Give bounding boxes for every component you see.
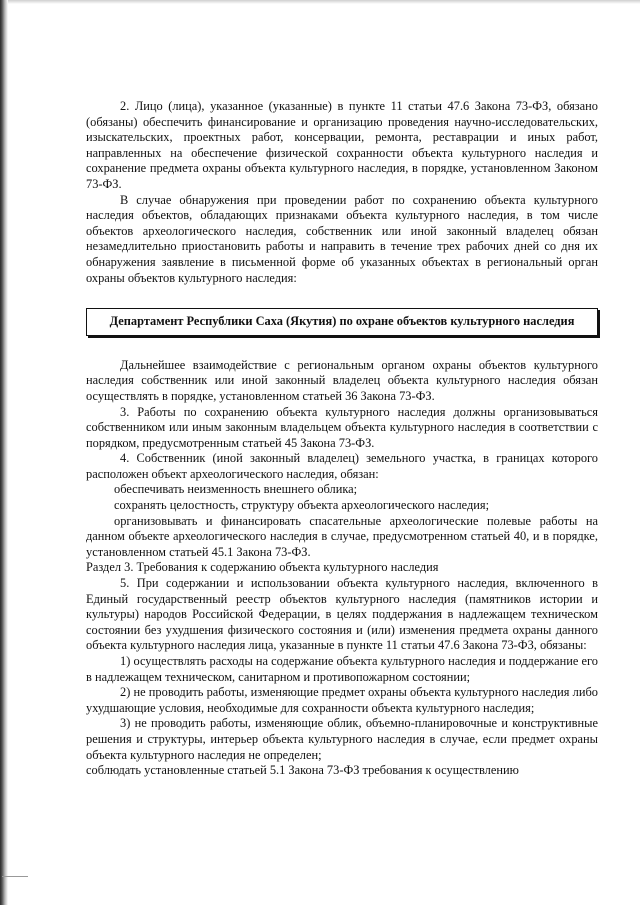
section-heading: Раздел 3. Требования к содержанию объекта культурного наследия [86,560,439,575]
paragraph-5: 5. При содержании и использовании объекта культурного наследия, включенного в Единый государственный реестр объектов культурного наследия (памятников истории и культуры) народов Российской Федерации, в целях поддержания в надлежащем техническом состоянии без ухудшения физического состояния и (или) изменения предмета охраны данного объекта культурного наследия лица, указанные в пункте 11 статьи 47.6 Закона 73-ФЗ, обязаны: [86,576,598,653]
paragraph-4: 4. Собственник (иной законный владелец) земельного участка, в границах которого расположен объект археологического наследия, обязан: [86,451,598,481]
paragraph-interaction: Дальнейшее взаимодействие с региональным органом охраны объектов культурного наследия собственник или иной законный владелец объекта культурного наследия обязан осуществлять в порядке, установленном статьей 36 Закона 73-ФЗ. [86,357,598,403]
scan-corner-mark [2,876,28,877]
paragraph-3: 3. Работы по сохранению объекта культурного наследия должны организовываться собственником или иным законным владельцем объекта культурного наследия в соответствии с порядком, предусмотренным статьей 45 Закона 73-ФЗ. [86,404,598,450]
list-item-appearance: обеспечивать неизменность внешнего облика; [114,482,358,497]
authority-box: Департамент Республики Саха (Якутия) по охране объектов культурного наследия [86,308,598,336]
list-item-2: 2) не проводить работы, изменяющие предмет охраны объекта культурного наследия либо ухудшающие условия, необходимые для сохранности объекта культурного наследия; [86,685,598,715]
list-item-3: 3) не проводить работы, изменяющие облик, объемно-планировочные и конструктивные решения и структуры, интерьер объекта культурного наследия в случае, если предмет охраны объекта культурного наследия не определен; [86,716,598,762]
list-item-rescue-works: организовывать и финансировать спасательные археологические полевые работы на данном объекте археологического наследия в случае, предусмотренном статьей 40, и в порядке, установленном статьей 45.1 Закона 73-ФЗ. [86,513,598,559]
document-body [86,99,598,779]
list-item-integrity: сохранять целостность, структуру объекта археологического наследия; [114,498,490,513]
scan-edge-left [0,0,8,905]
scan-edge-top [0,0,640,4]
paragraph-continued: соблюдать установленные статьей 5.1 Закона 73-ФЗ требования к осуществлению [86,763,519,778]
list-item-1: 1) осуществлять расходы на содержание объекта культурного наследия и поддержание его в надлежащем техническом, санитарном и противопожарном состоянии; [86,654,598,684]
paragraph-discovery: В случае обнаружения при проведении работ по сохранению объекта культурного наследия объектов, обладающих признаками объекта культурного наследия, в том числе объектов археологического наследия, собственник или иной законный владелец обязан незамедлительно приостановить работы и направить в течение трех рабочих дней со дня их обнаружения заявление в письменной форме об указанных объектах в региональный орган охраны объектов культурного наследия: [86,192,598,285]
paragraph-2: 2. Лицо (лица), указанное (указанные) в пункте 11 статьи 47.6 Закона 73-ФЗ, обязано (обязаны) обеспечить финансирование и организацию проведения научно-исследовательских, изыскательских, проектных работ, консервации, ремонта, реставрации и иных работ, направленных на обеспечение физической сохранности объекта культурного наследия и сохранение предмета охраны объекта культурного наследия, в порядке, установленном Законом 73-ФЗ. [86,99,598,191]
